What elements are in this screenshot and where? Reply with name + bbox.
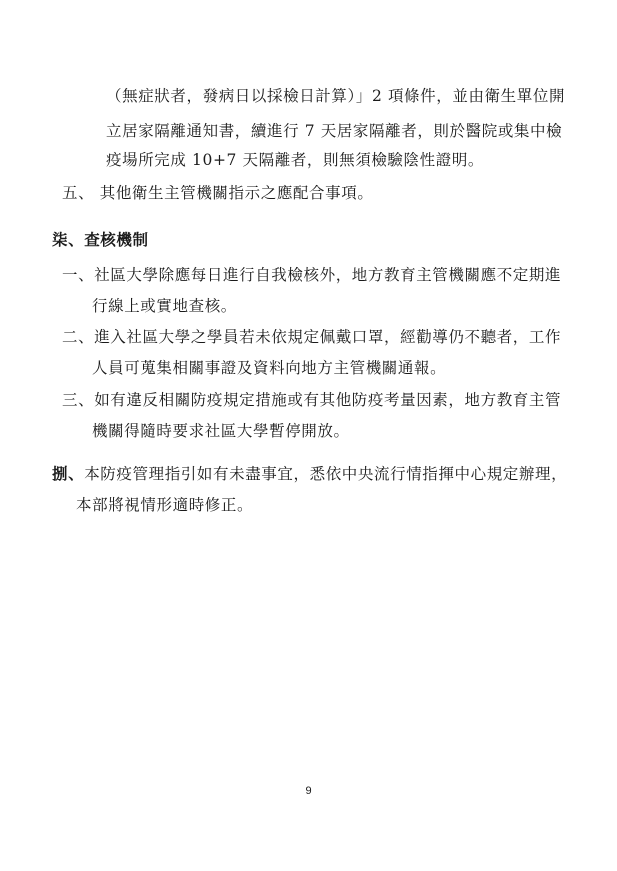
- inspection-item-3-line-2: 機關得隨時要求社區大學暫停開放。: [92, 422, 350, 440]
- closing-section: [52, 464, 567, 484]
- closing-section-number: 捌、: [52, 465, 85, 483]
- section-heading-inspection: 柒、查核機制: [52, 231, 149, 249]
- continuation-line-1: （無症狀者，發病日以採檢日計算）」2 項條件，並由衛生單位開: [106, 87, 566, 105]
- inspection-item-1-line-2: 行線上或實地查核。: [92, 297, 237, 315]
- item-five: 五、 其他衛生主管機關指示之應配合事項。: [62, 184, 374, 202]
- closing-section-line-1: 本防疫管理指引如有未盡事宜，悉依中央流行情指揮中心規定辦理，: [84, 465, 568, 483]
- inspection-item-1-line-1: 一、社區大學除應每日進行自我檢核外，地方教育主管機關應不定期進: [62, 266, 562, 284]
- continuation-line-2: 立居家隔離通知書，續進行 7 天居家隔離者，則於醫院或集中檢: [106, 122, 563, 140]
- inspection-item-2-line-2: 人員可蒐集相關事證及資料向地方主管機關通報。: [92, 359, 447, 377]
- inspection-item-3-line-1: 三、如有違反相關防疫規定措施或有其他防疫考量因素，地方教育主管: [62, 391, 562, 409]
- page-number: 9: [305, 785, 312, 797]
- inspection-item-2-line-1: 二、進入社區大學之學員若未依規定佩戴口罩，經勸導仍不聽者，工作: [62, 328, 562, 346]
- continuation-line-3: 疫場所完成 10+7 天隔離者，則無須檢驗陰性證明。: [106, 151, 485, 169]
- closing-section-line-2: 本部將視情形適時修正。: [76, 496, 254, 514]
